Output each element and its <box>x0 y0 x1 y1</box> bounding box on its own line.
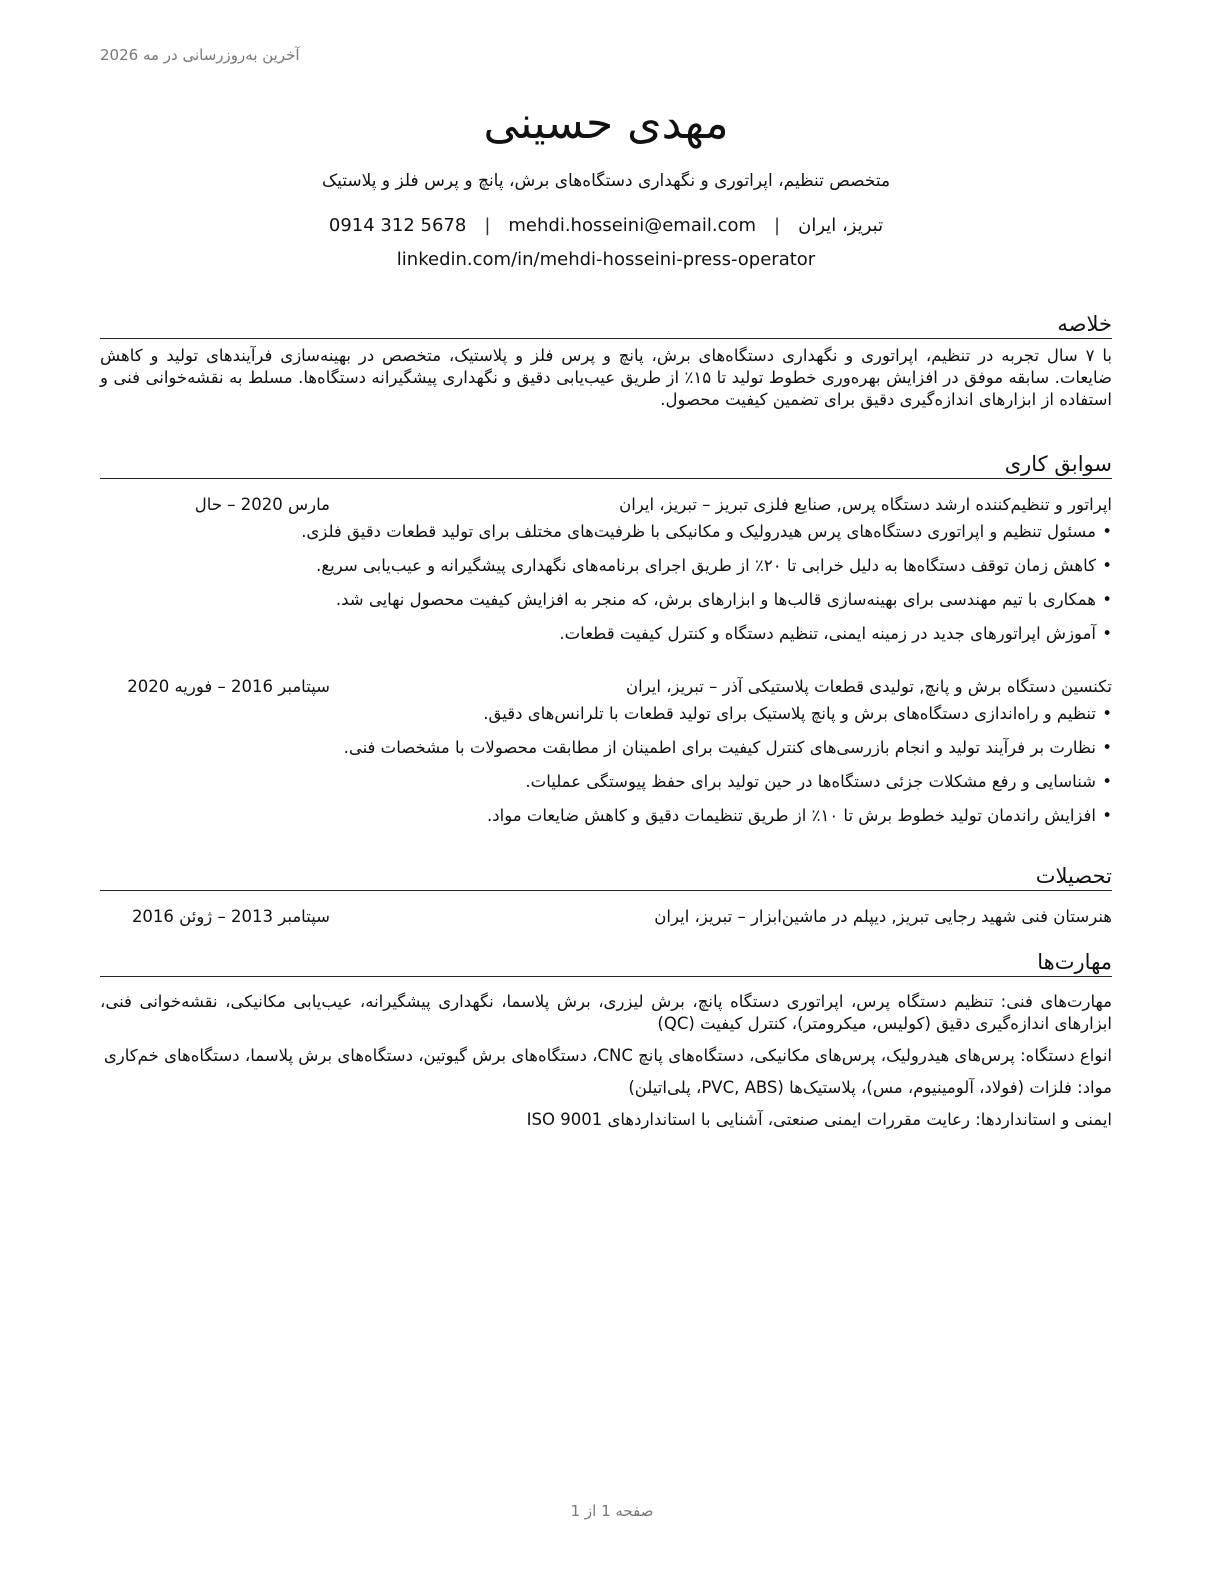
list-item: • مسئول تنظیم و اپراتوری دستگاه‌های پرس هیدرولیک و مکانیکی با ظرفیت‌های مختلف برای تولید قطعات دقیق فلزی. <box>100 521 1112 543</box>
resume-header <box>100 96 1112 272</box>
list-item: • تنظیم و راه‌اندازی دستگاه‌های برش و پانچ پلاستیک برای تولید قطعات با تلرانس‌های دقیق. <box>100 703 1112 725</box>
education-org: هنرستان فنی شهید رجایی تبریز, دیپلم در ماشین‌ابزار – تبریز، ایران <box>654 907 1112 926</box>
job-bullets <box>100 521 1112 645</box>
location: تبریز، ایران <box>798 215 884 236</box>
skills-heading: مهارت‌ها <box>100 948 1112 977</box>
list-item: • افزایش راندمان تولید خطوط برش تا ۱۰٪ از طریق تنظیمات دقیق و کاهش ضایعات مواد. <box>100 805 1112 827</box>
list-item: • شناسایی و رفع مشکلات جزئی دستگاه‌ها در حین تولید برای حفظ پیوستگی عملیات. <box>100 771 1112 793</box>
list-item: • آموزش اپراتورهای جدید در زمینه ایمنی، تنظیم دستگاه و کنترل کیفیت قطعات. <box>100 623 1112 645</box>
skill-line: ایمنی و استانداردها: رعایت مقررات ایمنی صنعتی، آشنایی با استانداردهای ISO 9001 <box>526 1110 1112 1129</box>
list-item: • کاهش زمان توقف دستگاه‌ها به دلیل خرابی تا ۲۰٪ از طریق اجرای برنامه‌های نگهداری پیشگیرانه و عیب‌یابی سریع. <box>100 555 1112 577</box>
summary-heading: خلاصه <box>100 310 1112 339</box>
list-item: • همکاری با تیم مهندسی برای بهینه‌سازی قالب‌ها و ابزارهای برش، که منجر به افزایش کیفیت محصول نهایی شد. <box>100 589 1112 611</box>
education-dates: سپتامبر 2013 – ژوئن 2016 <box>131 907 330 926</box>
job-org: اپراتور و تنظیم‌کننده ارشد دستگاه پرس, صنایع فلزی تبریز – تبریز، ایران <box>619 495 1112 514</box>
summary-text: با ۷ سال تجربه در تنظیم، اپراتوری و نگهداری دستگاه‌های برش، پانچ و پرس فلز و پلاستیک، متخصص در بهینه‌سازی فرآیندهای تولید و کاهش ضایعات. سابقه موفق در افزایش بهره‌وری خطوط تولید تا ۱۵٪ از طریق عیب‌یابی دقیق و نگهداری پیشگیرانه دستگاه‌ها. مسلط به نقشه‌خوانی فنی و استفاده از ابزارهای اندازه‌گیری دقیق برای تضمین کیفیت محصول. <box>100 346 1113 409</box>
resume-page <box>100 0 1112 1584</box>
skills-section <box>100 948 1112 1131</box>
last-updated-note: آخرین به‌روزرسانی در مه 2026 <box>100 46 300 64</box>
candidate-title: متخصص تنظیم، اپراتوری و نگهداری دستگاه‌های برش، پانچ و پرس فلز و پلاستیک <box>321 171 891 191</box>
list-item: • نظارت بر فرآیند تولید و انجام بازرسی‌های کنترل کیفیت برای اطمینان از مطابقت محصولات با مشخصات فنی. <box>100 737 1112 759</box>
job-dates: سپتامبر 2016 – فوریه 2020 <box>127 677 330 696</box>
job-entry <box>100 675 1112 827</box>
email-link[interactable]: mehdi.hosseini@email.com <box>508 215 757 236</box>
skill-line: مهارت‌های فنی: تنظیم دستگاه پرس، اپراتوری دستگاه پانچ، برش لیزری، برش پلاسما، نگهداری پیشگیرانه، عیب‌یابی مکانیکی، نقشه‌خوانی فنی، ابزارهای اندازه‌گیری دقیق (کولیس، میکرومتر)، کنترل کیفیت (QC) <box>100 992 1112 1033</box>
candidate-name: مهدی حسینی <box>483 98 729 149</box>
contact-separator: | <box>484 215 491 236</box>
contact-row <box>100 214 1112 238</box>
job-header <box>100 675 1112 699</box>
job-entry <box>100 493 1112 645</box>
job-bullets <box>100 703 1112 827</box>
job-dates: مارس 2020 – حال <box>194 495 330 514</box>
summary-section <box>100 310 1112 411</box>
contact-separator: | <box>774 215 781 236</box>
job-org: تکنسین دستگاه برش و پانچ, تولیدی قطعات پلاستیکی آذر – تبریز، ایران <box>625 677 1112 696</box>
experience-section <box>100 450 1112 827</box>
skill-line: مواد: فلزات (فولاد، آلومینیوم، مس)، پلاستیک‌ها (PVC, ABS، پلی‌اتیلن) <box>628 1078 1112 1097</box>
linkedin-link[interactable]: linkedin.com/in/mehdi-hosseini-press-operator <box>396 249 816 270</box>
education-heading: تحصیلات <box>100 862 1112 891</box>
education-section <box>100 862 1112 929</box>
job-header <box>100 493 1112 517</box>
education-entry <box>100 905 1112 929</box>
phone-number: 0914 312 5678 <box>328 215 467 236</box>
page-number: صفحه 1 از 1 <box>570 1502 654 1520</box>
skill-line: انواع دستگاه: پرس‌های هیدرولیک، پرس‌های مکانیکی، دستگاه‌های پانچ CNC، دستگاه‌های برش گیوتین، دستگاه‌های برش پلاسما، دستگاه‌های خم‌کاری <box>103 1046 1112 1065</box>
experience-heading: سوابق کاری <box>100 450 1112 479</box>
